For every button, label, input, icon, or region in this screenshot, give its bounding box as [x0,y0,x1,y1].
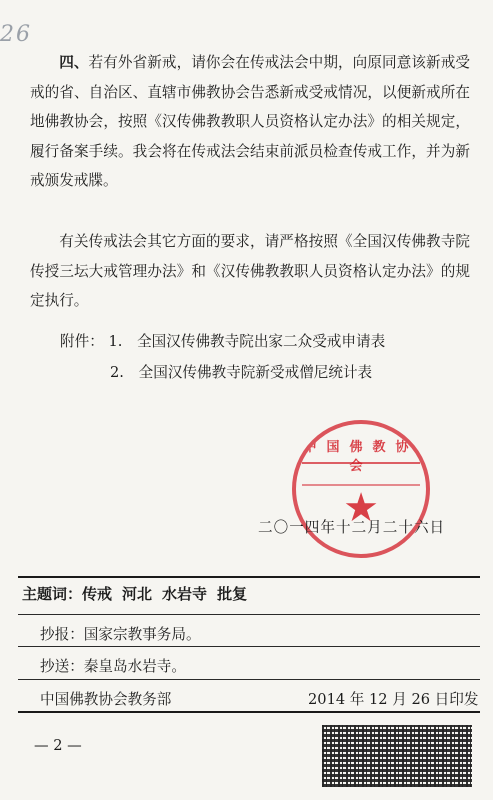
paragraph-four-lead: 四、 [59,54,89,71]
issuer: 中国佛教协会教务部 [40,691,172,708]
divider [18,614,480,615]
divider [18,679,480,680]
divider [18,576,480,578]
attachment-number: 1. [108,333,123,350]
report-to: 抄报：国家宗教事务局。 [40,626,201,643]
handwritten-corner-mark: 26 [0,22,32,47]
keyword: 传戒 [82,585,113,603]
paragraph-requirements: 有关传戒法会其它方面的要求，请严格按照《全国汉传佛教寺院传授三坛大戒管理办法》和《汉传佛教教职人员资格认定办法》的规定执行。 [30,233,470,309]
divider [18,646,480,647]
page-number: — 2 — [34,737,82,754]
keyword: 河北 [122,585,153,603]
issue-date: 2014 年 12 月 26 日印发 [308,691,479,708]
keyword: 批复 [217,585,248,603]
official-seal [292,420,430,558]
attachment-number: 2. [110,364,124,381]
keyword: 水岩寺 [162,585,208,603]
subject-label: 主题词： [22,585,83,603]
attachment-title: 全国汉传佛教寺院新受戒僧尼统计表 [138,364,373,381]
attachment-item-2 [110,361,372,382]
document-date: 二〇一四年十二月二十六日 [258,519,446,536]
paragraph-four-text: 若有外省新戒，请你会在传戒法会中期，向原同意该新戒受戒的省、自治区、直辖市佛教协会告悉新戒受戒情况，以便新戒所在地佛教协会，按照《汉传佛教教职人员资格认定办法》的相关规定，履行备案手续。我会将在传戒法会结束前派员检查传戒工作，并为新戒颁发戒牒。 [30,54,470,189]
subject-keywords [22,583,247,604]
star-icon: ★ [343,485,379,531]
divider [18,711,480,713]
attachment-label: 附件： [60,333,104,350]
seal-band [302,462,420,486]
attachment-item-1 [60,330,385,351]
copy-to: 抄送：秦皇岛水岩寺。 [40,658,186,675]
paragraph-four [30,48,470,196]
barcode [322,725,472,787]
seal-text: 中国佛教协会 [303,440,419,474]
attachment-title: 全国汉传佛教寺院出家二众受戒申请表 [137,333,386,350]
